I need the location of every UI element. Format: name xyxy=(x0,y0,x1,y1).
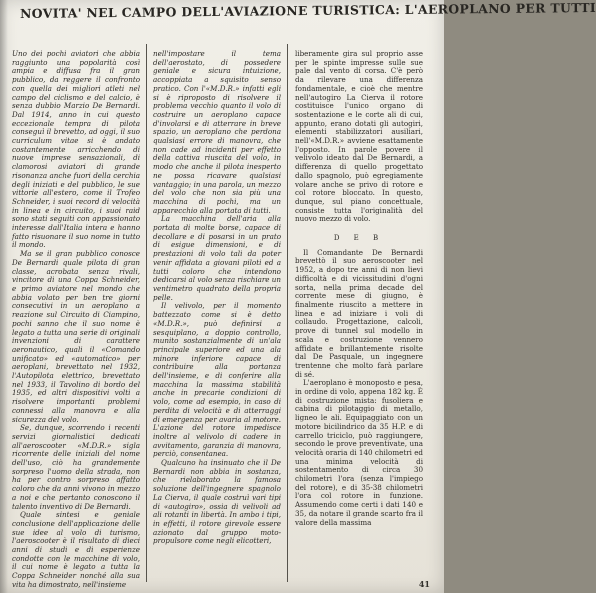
column-rule-left xyxy=(146,44,147,582)
article-column-1 xyxy=(12,49,140,589)
column-2-paragraph: Il velivolo, per il momento battezzato come si è detto «M.D.R.», può definirsi a sesquiplano, a doppio controllo, munito sostanzialmente di un'ala principale superiore ed una ala minore inferiore capace di contribuire alla portanza dell'insieme, e di conferire alla macchina la massima stabilità anche in precarie condizioni di volo, come ad esempio, in caso di perdita di velocità e di atterraggi di emergenza per avaria al motore. L'azione del rotore impedisce inoltre al velivolo di cadere in avvitamento, garanzia di manovra, perciò, consentanea. xyxy=(153,301,281,459)
column-1-paragraph: Se, dunque, scorrendo i recenti servizi giornalistici dedicati all'aeroscooter «M.D.R.» sigla ricorrente delle iniziali del nome dell'uso, ciò ha grandemente sorpreso l'uomo della strada, non ha per contro sorpreso affatto coloro che da anni vivono in mezzo a noi e che pertanto conoscono il talento inventivo di De Bernardi. xyxy=(12,423,140,511)
column-1-paragraph: Ma se il gran pubblico conosce De Bernardi quale pilota di gran classe, acrobata senza rivali, vincitore di una Coppa Schneider, e primo aviatore nel mondo che abbia volato per ben tre giorni consecutivi in un aeroplano a reazione sul Circuito di Ciampino, pochi sanno che il suo nome è legato a tutta una serie di originali invenzioni di carattere aeronautico, quali il «Comando unificato» ed «automatico» per aeroplani, brevettato nel 1932, l'Autopilota elettrico, brevettato nel 1933, il Tavolino di bordo del 1935, ed altri dispositivi volti a risolvere importanti problemi connessi alla manovra e alla sicurezza del volo. xyxy=(12,249,140,424)
column-1-paragraph: Quale sintesi e geniale conclusione dell'applicazione delle sue idee al volo di turismo, l'aeroscooter è il risultato di dieci anni di studi e di esperienze condotte con le macchine di volo, il cui nome è legato a tutta la Coppa Schneider nonché alla sua vita ha dimostrato, nell'insieme xyxy=(12,510,140,589)
column-3-paragraph: L'aeroplano è monoposto e pesa, in ordine di volo, appena 182 kg. È di costruzione mista: fusoliera e cabina di pilotaggio di metallo, ligneo le ali. Equipaggiato con un motore bicilindrico da 35 H.P. e di carrello triciclo, può raggiungere, secondo le prove preventivate, una velocità oraria di 140 chilometri ed una minima velocità di sostentamento di circa 30 chilometri l'ora (senza l'impiego del rotore), e di 35-38 chilometri l'ora col rotore in funzione. Assumendo come certi i dati 140 e 35, da notare il grande scarto fra il valore della massima xyxy=(295,378,423,527)
article-column-3 xyxy=(295,50,423,580)
article-title: NOVITA' NEL CAMPO DELL'AVIAZIONE TURISTICA: L'AEROPLANO PER TUTTI xyxy=(20,0,596,21)
column-2-paragraph: Qualcuno ha insinuato che il De Bernardi non abbia in sostanza, che rielaborato la famosa soluzione dell'ingegnere spagnolo La Cierva, il quale costruì vari tipi di «autogiro», ossia di velivoli ad ali rotanti in libertà. In ambo i tipi, in effetti, il rotore girevole essere azionato dal gruppo moto-propulsore come negli elicotteri, xyxy=(153,458,281,546)
column-3-paragraph: Il Comandante De Bernardi brevettò il suo aeroscooter nel 1952, a dopo tre anni di non lievi difficoltà e di vicissitudini d'ogni sorta, nella prima decade del corrente mese di giugno, è finalmente riuscito a mettere in linea e ad iniziare i voli di collaudo. Progettazione, calcoli, prove di tunnel sul modello in scala e costruzione vennero affidate e brillantemente risolte dal De Pasquale, un ingegnere trentenne che molto farà parlare di sé. xyxy=(295,247,423,379)
column-1-paragraph: Uno dei pochi aviatori che abbia raggiunto una popolarità così ampia e diffusa fra il gran pubblico, da reggere il confronto con quella dei migliori atleti nel campo del ciclismo e del calcio, è senza dubbio Marzio De Bernardi. Dal 1914, anno in cui questo eccezionale tempra di pilota conseguì il brevetto, ad oggi, il suo curriculum vitae si è andato costantemente arricchendo di nuove imprese sensazionali, di clamorosi aviatori di grande risonanza anche fuori della cerchia degli iniziati e del pubblico, le sue vittorie all'estero, come il Trofeo Schneider, i suoi record di velocità in linea e in circuito, i suoi raid sono stati seguiti con appassionato interesse dall'Italia intera e hanno fatto risuonare il suo nome in tutto il mondo. xyxy=(12,49,140,250)
page-number: 41 xyxy=(418,579,430,589)
page-binding-shadow xyxy=(0,0,8,593)
column-2-paragraph: La macchina dell'aria alla portata di molte borse, capace di decollare e di posarsi in un prato di esigue dimensioni, e di prestazioni di volo tali da poter venir affidata a giovani piloti ed a tutti coloro che intendono dedicarsi al volo senza rischiare un ventimetro quadrato della propria pelle. xyxy=(153,214,281,302)
column-rule-right xyxy=(287,44,288,582)
section-separator: D E B xyxy=(333,234,385,243)
column-3-paragraph: liberamente gira sul proprio asse per le spinte impresse sulle sue pale dal vento di corsa. C'è però da rilevare una differenza fondamentale, e cioè che mentre nell'autogiro La Cierva il rotore costituisce l'unico organo di sostentazione e le corte ali di cui, appunto, erano dotati gli autogiri, elementi stabilizzatori ausiliari, nell'«M.D.R.» avviene esattamente l'opposto. In parole povere il velivolo ideato dal De Bernardi, a differenza di quello progettato dallo spagnolo, può egregiamente volare anche se privo di rotore e col rotore bloccato. In questo, dunque, sul piano concettuale, consiste tutta l'originalità del nuovo mezzo di volo. xyxy=(295,49,423,224)
column-2-paragraph: nell'impostare il tema dell'aerostato, di possedere geniale e sicura intuizione, accoppiata a squisito senso pratico. Con l'«M.D.R.» infatti egli si è riproposto di risolvere il problema vecchio quanto il volo di costruire un aeroplano capace d'involarsi e di atterrare in breve spazio, un aeroplano che perdona qualsiasi errore di manovra, che non cade ad incidenti per effetto della cattiva riuscita del volo, in modo che anche il pilota inesperto ne possa ricavare qualsiasi vantaggio; in una parola, un mezzo del volo che non sia più una macchina di pochi, ma un apparecchio alla portata di tutti. xyxy=(153,49,281,215)
article-column-2 xyxy=(153,50,281,580)
